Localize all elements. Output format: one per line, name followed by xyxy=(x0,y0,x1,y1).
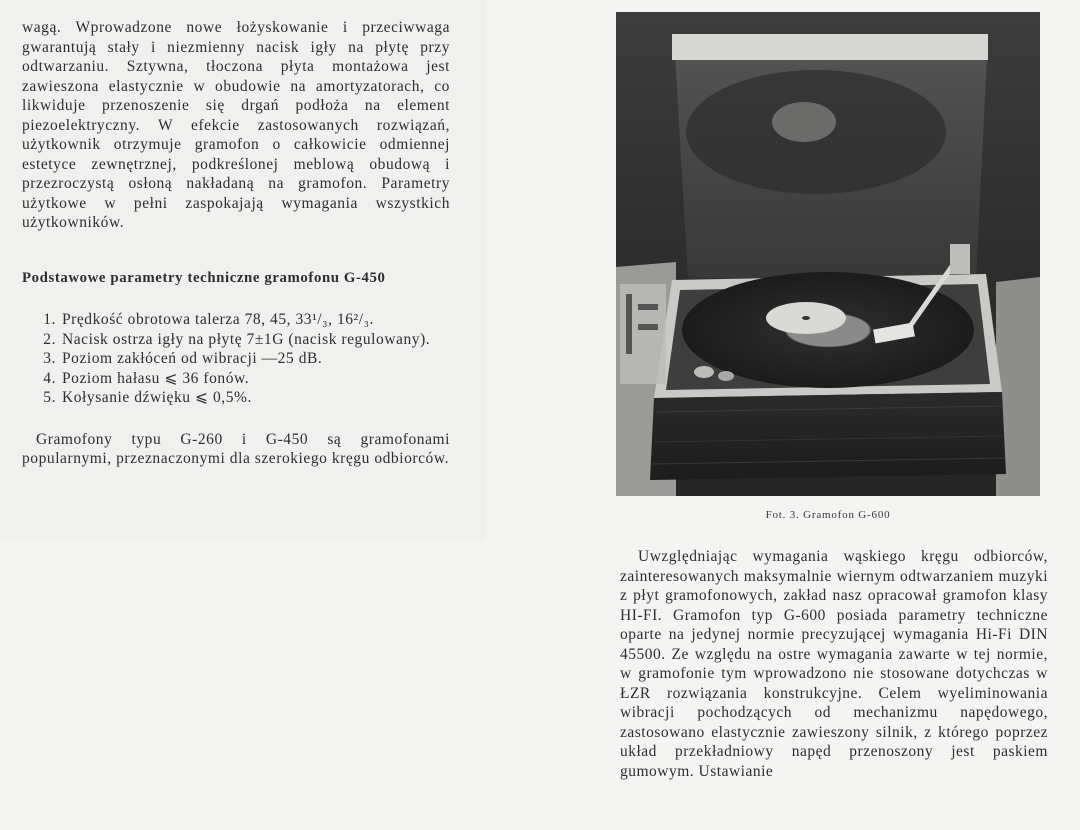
params-item-text: Poziom zakłóceń od wibracji —25 dB. xyxy=(62,350,323,367)
turntable-photo xyxy=(616,12,1040,496)
params-list-item xyxy=(22,310,450,330)
params-list xyxy=(22,310,450,408)
right-column xyxy=(620,547,1048,781)
params-item-text: Prędkość obrotowa talerza 78, 45, 33¹/₃, 16²/₃. xyxy=(62,311,374,328)
figure-caption: Fot. 3. Gramofon G-600 xyxy=(765,509,891,521)
closing-paragraph: Gramofony typu G-260 i G-450 są gramofonami popularnymi, przeznaczonymi dla szerokiego kręgu odbiorców. xyxy=(22,430,450,467)
params-list-item xyxy=(22,330,450,350)
params-item-number: 2. xyxy=(43,330,56,348)
intro-paragraph: wagą. Wprowadzone nowe łożyskowanie i przeciwwaga gwarantują stały i niezmienny nacisk igły na płytę przy odtwarzaniu. Sztywna, tłoczona płyta montażowa jest zawieszona elastycznie w obudowie na amortyzatorach, co likwiduje przenoszenie się drgań podłoża na element piezoelektryczny. W efekcie zastosowanych rozwiązań, użytkownik otrzymuje gramofon o całkowicie odmiennej estetyce zewnętrznej, podkreślonej meblową obudową i przezroczystą osłoną nakładaną na gramofon. Parametry użytkowe w pełni zaspokajają wymagania wszystkich użytkowników. xyxy=(22,19,450,231)
params-list-item xyxy=(22,349,450,369)
left-column xyxy=(22,18,450,469)
params-item-text: Poziom hałasu ⩽ 36 fonów. xyxy=(62,369,250,387)
params-item-number: 1. xyxy=(43,311,56,328)
params-item-number: 4. xyxy=(43,369,56,387)
params-list-item xyxy=(22,369,450,389)
params-heading: Podstawowe parametry techniczne gramofonu G-450 xyxy=(22,269,386,286)
params-item-number: 3. xyxy=(43,350,56,367)
params-item-text: Nacisk ostrza igły na płytę 7±1G (nacisk regulowany). xyxy=(62,330,431,348)
right-paragraph: Uwzględniając wymagania wąskiego kręgu odbiorców, zainteresowanych maksymalnie wiernym odtwarzaniem muzyki z płyt gramofonowych, zakład nasz opracował gramofon klasy HI-FI. Gramofon typ G-600 posiada parametry techniczne oparte na jedynej normie precyzującej wymagania Hi-Fi DIN 45500. Ze względu na ostre wymagania zawarte w tej normie, w gramofonie tym wprowadzono nie stosowane dotychczas w ŁZR rozwiązania konstrukcyjne. Celem wyeliminowania wibracji pochodzących od mechanizmu napędowego, zastosowano elastycznie zawieszony silnik, z którego poprzez układ przekładniowy napęd przenoszony jest paskiem gumowym. Ustawianie xyxy=(620,548,1048,780)
params-list-item xyxy=(22,388,450,408)
params-item-text: Kołysanie dźwięku ⩽ 0,5%. xyxy=(62,389,252,406)
params-item-number: 5. xyxy=(43,389,56,406)
